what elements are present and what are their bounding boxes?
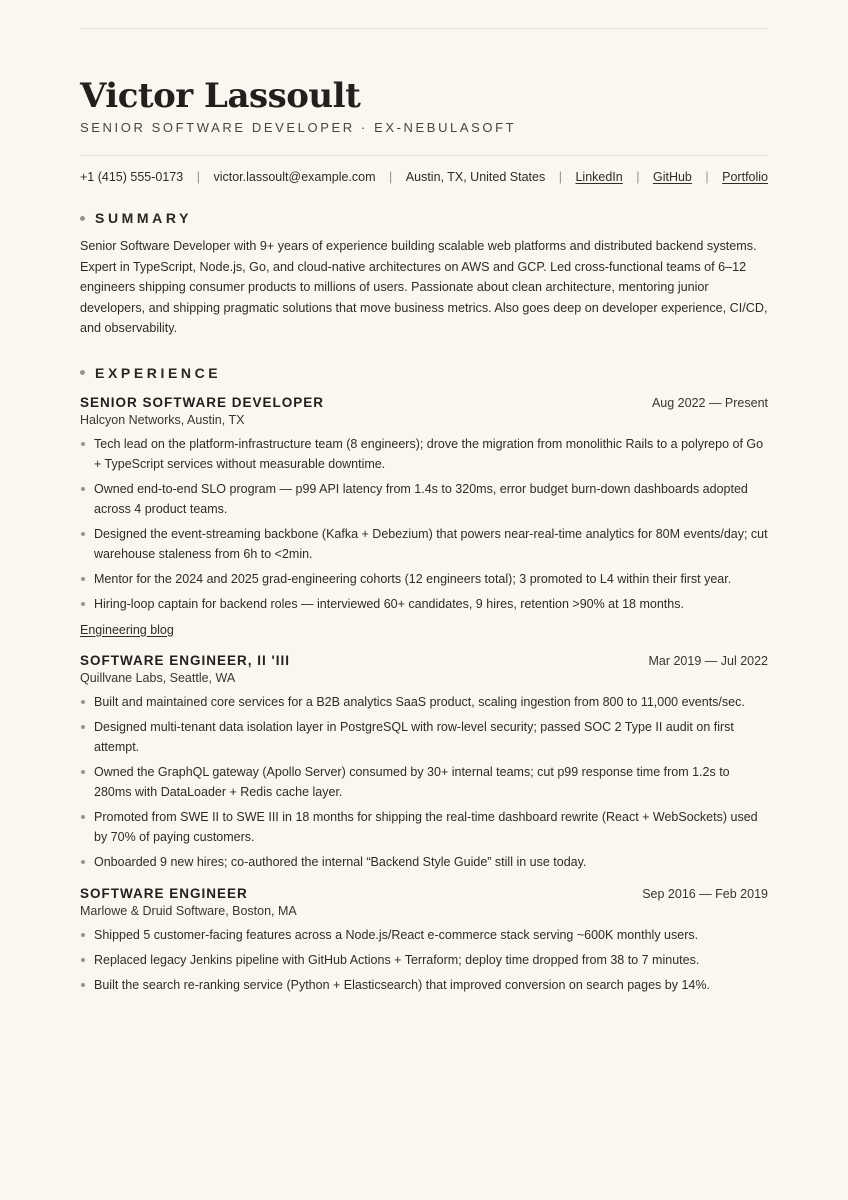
job-bullet: Mentor for the 2024 and 2025 grad-engineering cohorts (12 engineers total); 3 promoted to L4 within their first year. — [80, 569, 768, 589]
engineering-blog-link[interactable]: Engineering blog — [80, 622, 174, 637]
top-divider — [80, 28, 768, 29]
contact-separator: | — [558, 170, 562, 184]
job-bullet: Shipped 5 customer-facing features across a Node.js/React e-commerce stack serving ~600K monthly users. — [80, 925, 768, 945]
job-bullets — [80, 434, 768, 614]
job-entry — [80, 653, 768, 872]
contact-separator: | — [636, 170, 640, 184]
portfolio-link[interactable]: Portfolio — [722, 170, 768, 184]
job-dates: Aug 2022 — Present — [651, 395, 768, 410]
job-title: SENIOR SOFTWARE DEVELOPER — [80, 394, 325, 410]
job-bullet: Onboarded 9 new hires; co-authored the internal “Backend Style Guide” still in use today. — [80, 852, 768, 872]
contact-separator: | — [196, 170, 200, 184]
experience-heading-label: EXPERIENCE — [95, 364, 222, 381]
job-bullets — [80, 692, 768, 872]
summary-text: Senior Software Developer with 9+ years of experience building scalable web platforms and distributed backend systems. Expert in TypeScript, Node.js, Go, and cloud-native architectures on AWS and GCP. Led cross-functional teams of 6–12 engineers shipping consumer products to millions of users. Passionate about clean architecture, mentoring junior developers, and shipping pragmatic solutions that move business metrics. Also goes deep on developer experience, CI/CD, and observability. — [80, 239, 768, 335]
job-bullets — [80, 925, 768, 995]
summary-heading — [80, 210, 768, 226]
job-bullet: Built the search re-ranking service (Python + Elasticsearch) that improved conversion on search pages by 14%. — [80, 975, 768, 995]
contact-separator: | — [705, 170, 709, 184]
linkedin-link[interactable]: LinkedIn — [575, 170, 623, 184]
job-bullet: Designed multi-tenant data isolation layer in PostgreSQL with row-level security; passed SOC 2 Type II audit on first attempt. — [80, 717, 768, 757]
job-bullet: Tech lead on the platform-infrastructure team (8 engineers); drove the migration from monolithic Rails to a polyrepo of Go + TypeScript services without measurable downtime. — [80, 434, 768, 474]
job-bullet: Owned end-to-end SLO program — p99 API latency from 1.4s to 320ms, error budget burn-down dashboards adopted across 4 product teams. — [80, 479, 768, 519]
github-link[interactable]: GitHub — [652, 170, 692, 184]
contact-line — [80, 170, 768, 184]
contact-phone: +1 (415) 555-0173 — [80, 170, 184, 184]
job-company: Quillvane Labs, Seattle, WA — [80, 670, 236, 685]
job-bullet: Hiring-loop captain for backend roles — interviewed 60+ candidates, 9 hires, retention >90% at 18 months. — [80, 594, 768, 614]
contact-separator: | — [389, 170, 393, 184]
contact-location: Austin, TX, United States — [405, 170, 546, 184]
job-title: SOFTWARE ENGINEER — [80, 885, 248, 901]
experience-heading — [80, 365, 768, 381]
candidate-tagline: SENIOR SOFTWARE DEVELOPER · EX-NEBULASOFT — [80, 120, 517, 135]
bullet-dot-icon — [80, 216, 85, 221]
job-bullet: Replaced legacy Jenkins pipeline with GitHub Actions + Terraform; deploy time dropped from 38 to 7 minutes. — [80, 950, 768, 970]
bullet-dot-icon — [80, 370, 85, 375]
contact-email: victor.lassoult@example.com — [213, 170, 376, 184]
job-title: SOFTWARE ENGINEER, II 'III — [80, 652, 290, 668]
candidate-name: Victor Lassoult — [80, 76, 361, 116]
job-bullet: Owned the GraphQL gateway (Apollo Server) consumed by 30+ internal teams; cut p99 response time from 1.2s to 280ms with DataLoader + Redis cache layer. — [80, 762, 768, 802]
job-dates: Mar 2019 — Jul 2022 — [648, 653, 768, 668]
summary-heading-label: SUMMARY — [95, 210, 193, 226]
job-bullet: Built and maintained core services for a B2B analytics SaaS product, scaling ingestion from 800 to 11,000 events/sec. — [80, 692, 768, 712]
job-company: Halcyon Networks, Austin, TX — [80, 412, 245, 427]
job-bullet: Designed the event-streaming backbone (Kafka + Debezium) that powers near-real-time analytics for 80M events/day; cut warehouse staleness from 6h to <2min. — [80, 524, 768, 564]
job-company: Marlowe & Druid Software, Boston, MA — [80, 903, 297, 918]
job-dates: Sep 2016 — Feb 2019 — [642, 886, 768, 901]
job-entry — [80, 395, 768, 639]
header-divider — [80, 155, 768, 156]
job-entry — [80, 886, 768, 995]
job-bullet: Promoted from SWE II to SWE III in 18 months for shipping the real-time dashboard rewrite (React + WebSockets) used by 70% of paying customers. — [80, 807, 768, 847]
